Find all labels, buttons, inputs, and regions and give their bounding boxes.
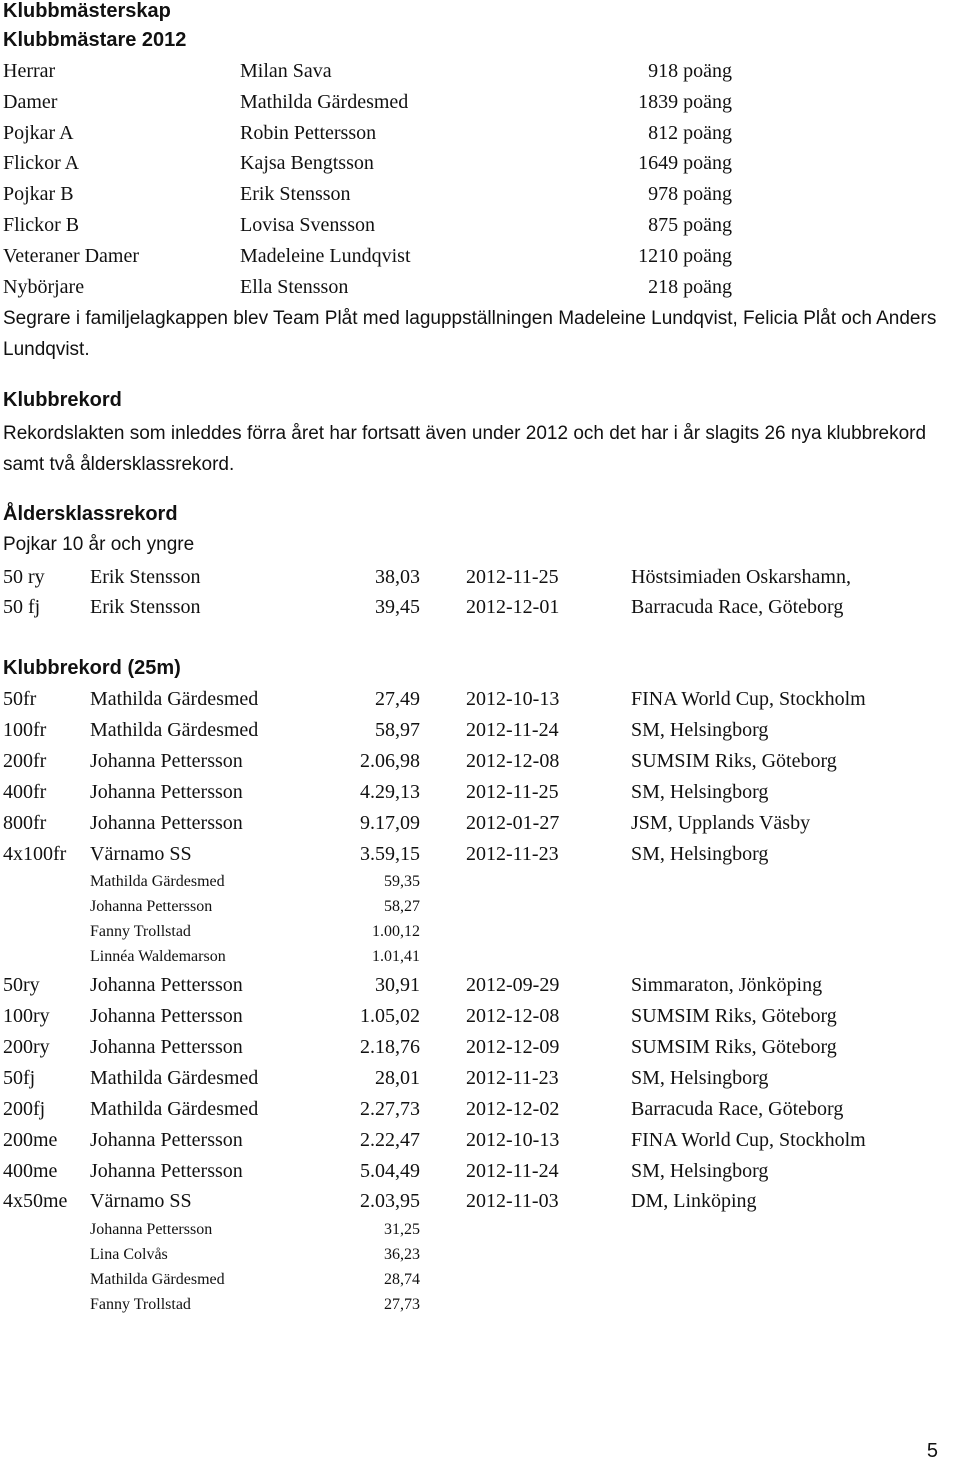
split-name: Mathilda Gärdesmed: [90, 873, 225, 890]
champion-name: Robin Pettersson: [240, 122, 377, 144]
record-event: 4x50me: [3, 1190, 68, 1212]
record-name: Johanna Pettersson: [90, 781, 243, 803]
record-name: Johanna Pettersson: [90, 1036, 243, 1058]
record-meet: SM, Helsingborg: [631, 781, 769, 803]
record-time: 1.05,02: [360, 1005, 420, 1027]
record-time: 2.27,73: [360, 1098, 420, 1120]
split-time: 1.00,12: [372, 923, 420, 940]
split-name: Johanna Pettersson: [90, 1221, 213, 1238]
champion-heading: Klubbmästare 2012: [3, 29, 187, 51]
split-name: Fanny Trollstad: [90, 1296, 191, 1313]
record-name: Mathilda Gärdesmed: [90, 688, 259, 710]
record-event: 800fr: [3, 812, 47, 834]
record-date: 2012-11-24: [466, 719, 559, 741]
champion-points: 1210 poäng: [638, 245, 732, 267]
record-time: 5.04,49: [360, 1160, 420, 1182]
record-meet: FINA World Cup, Stockholm: [631, 1129, 866, 1151]
record-date: 2012-10-13: [466, 1129, 560, 1151]
record-meet: JSM, Upplands Väsby: [631, 812, 811, 834]
record-time: 2.03,95: [360, 1190, 420, 1212]
record-date: 2012-09-29: [466, 974, 560, 996]
record-name: Johanna Pettersson: [90, 1129, 243, 1151]
split-time: 58,27: [384, 898, 420, 915]
record-name: Mathilda Gärdesmed: [90, 719, 259, 741]
record-meet: Simmaraton, Jönköping: [631, 974, 823, 996]
record-name: Johanna Pettersson: [90, 1005, 243, 1027]
record-event: 400fr: [3, 781, 47, 803]
record-meet: SM, Helsingborg: [631, 1160, 769, 1182]
champion-name: Kajsa Bengtsson: [240, 152, 374, 174]
klubbrekord-heading: Klubbrekord: [3, 389, 122, 411]
split-name: Johanna Pettersson: [90, 898, 213, 915]
record-name: Johanna Pettersson: [90, 812, 243, 834]
champion-category: Flickor B: [3, 214, 80, 236]
split-time: 28,74: [384, 1271, 420, 1288]
record-meet: SUMSIM Riks, Göteborg: [631, 1036, 837, 1058]
champion-category: Damer: [3, 91, 58, 113]
record-event: 50ry: [3, 974, 40, 996]
record-meet: SM, Helsingborg: [631, 719, 769, 741]
champion-category: Flickor A: [3, 152, 80, 174]
champion-points: 918 poäng: [648, 60, 732, 82]
record-event: 200ry: [3, 1036, 50, 1058]
record-event: 400me: [3, 1160, 58, 1182]
split-time: 27,73: [384, 1296, 420, 1313]
record-meet: Barracuda Race, Göteborg: [631, 596, 844, 618]
record-date: 2012-11-24: [466, 1160, 559, 1182]
champion-points: 218 poäng: [648, 276, 732, 298]
record-time: 3.59,15: [360, 843, 420, 865]
ageclass-subheading: Pojkar 10 år och yngre: [3, 534, 195, 555]
split-name: Lina Colvås: [90, 1246, 168, 1263]
record-event: 50 fj: [3, 596, 41, 618]
champion-name: Milan Sava: [240, 60, 332, 82]
record-meet: SM, Helsingborg: [631, 843, 769, 865]
record-name: Johanna Pettersson: [90, 1160, 243, 1182]
record-date: 2012-12-02: [466, 1098, 560, 1120]
record-date: 2012-12-08: [466, 1005, 560, 1027]
record-time: 9.17,09: [360, 812, 420, 834]
record-date: 2012-10-13: [466, 688, 560, 710]
record-date: 2012-01-27: [466, 812, 560, 834]
record-time: 30,91: [375, 974, 420, 996]
record-meet: SUMSIM Riks, Göteborg: [631, 750, 837, 772]
record-meet: Höstsimiaden Oskarshamn,: [631, 566, 851, 588]
club25-heading: Klubbrekord (25m): [3, 657, 181, 679]
record-event: 100fr: [3, 719, 47, 741]
record-meet: FINA World Cup, Stockholm: [631, 688, 866, 710]
page-number: 5: [926, 1440, 938, 1462]
champion-points: 812 poäng: [648, 122, 732, 144]
split-name: Linnéa Waldemarson: [90, 948, 226, 965]
record-name: Johanna Pettersson: [90, 750, 243, 772]
record-name: Värnamo SS: [90, 843, 192, 865]
record-date: 2012-12-08: [466, 750, 560, 772]
record-date: 2012-11-25: [466, 781, 559, 803]
record-name: Mathilda Gärdesmed: [90, 1098, 259, 1120]
record-event: 200me: [3, 1129, 58, 1151]
record-date: 2012-12-09: [466, 1036, 560, 1058]
champion-category: Nybörjare: [3, 276, 85, 298]
record-time: 58,97: [375, 719, 420, 741]
page-heading: Klubbmästerskap: [3, 0, 171, 22]
record-time: 2.18,76: [360, 1036, 420, 1058]
record-date: 2012-11-25: [466, 566, 559, 588]
record-date: 2012-11-23: [466, 843, 559, 865]
record-time: 39,45: [375, 596, 420, 618]
record-event: 200fr: [3, 750, 47, 772]
ageclass-heading: Åldersklassrekord: [3, 503, 178, 525]
champion-category: Herrar: [3, 60, 56, 82]
record-time: 4.29,13: [360, 781, 420, 803]
split-name: Fanny Trollstad: [90, 923, 191, 940]
record-name: Erik Stensson: [90, 566, 201, 588]
record-time: 27,49: [375, 688, 420, 710]
record-date: 2012-12-01: [466, 596, 560, 618]
record-meet: Barracuda Race, Göteborg: [631, 1098, 844, 1120]
champion-points: 875 poäng: [648, 214, 732, 236]
champion-name: Madeleine Lundqvist: [240, 245, 411, 267]
record-name: Mathilda Gärdesmed: [90, 1067, 259, 1089]
record-name: Värnamo SS: [90, 1190, 192, 1212]
record-event: 4x100fr: [3, 843, 67, 865]
record-meet: SM, Helsingborg: [631, 1067, 769, 1089]
champion-category: Pojkar B: [3, 183, 74, 205]
record-time: 2.22,47: [360, 1129, 420, 1151]
champion-name: Erik Stensson: [240, 183, 351, 205]
record-time: 38,03: [375, 566, 420, 588]
record-event: 50fr: [3, 688, 37, 710]
champion-points: 978 poäng: [648, 183, 732, 205]
klubbrekord-paragraph: Rekordslakten som inleddes förra året har fortsatt även under 2012 och det har i år slagits 26 nya klubbrekord samt två åldersklassrekord.: [3, 423, 927, 475]
split-name: Mathilda Gärdesmed: [90, 1271, 225, 1288]
record-meet: SUMSIM Riks, Göteborg: [631, 1005, 837, 1027]
champion-name: Ella Stensson: [240, 276, 349, 298]
split-time: 31,25: [384, 1221, 420, 1238]
champion-name: Lovisa Svensson: [240, 214, 375, 236]
record-time: 2.06,98: [360, 750, 420, 772]
split-time: 59,35: [384, 873, 420, 890]
champion-points: 1839 poäng: [638, 91, 732, 113]
champion-category: Pojkar A: [3, 122, 74, 144]
record-event: 100ry: [3, 1005, 50, 1027]
family-relay-paragraph: Segrare i familjelagkappen blev Team Plåt med laguppställningen Madeleine Lundqvist, Felicia Plåt och Anders Lundqvist.: [3, 308, 937, 360]
record-event: 200fj: [3, 1098, 46, 1120]
split-time: 1.01,41: [372, 948, 420, 965]
record-date: 2012-11-03: [466, 1190, 559, 1212]
record-event: 50 ry: [3, 566, 45, 588]
record-date: 2012-11-23: [466, 1067, 559, 1089]
record-event: 50fj: [3, 1067, 36, 1089]
record-name: Johanna Pettersson: [90, 974, 243, 996]
split-time: 36,23: [384, 1246, 420, 1263]
record-time: 28,01: [375, 1067, 420, 1089]
champion-name: Mathilda Gärdesmed: [240, 91, 409, 113]
champion-points: 1649 poäng: [638, 152, 732, 174]
record-name: Erik Stensson: [90, 596, 201, 618]
champion-category: Veteraner Damer: [3, 245, 140, 267]
record-meet: DM, Linköping: [631, 1190, 757, 1212]
